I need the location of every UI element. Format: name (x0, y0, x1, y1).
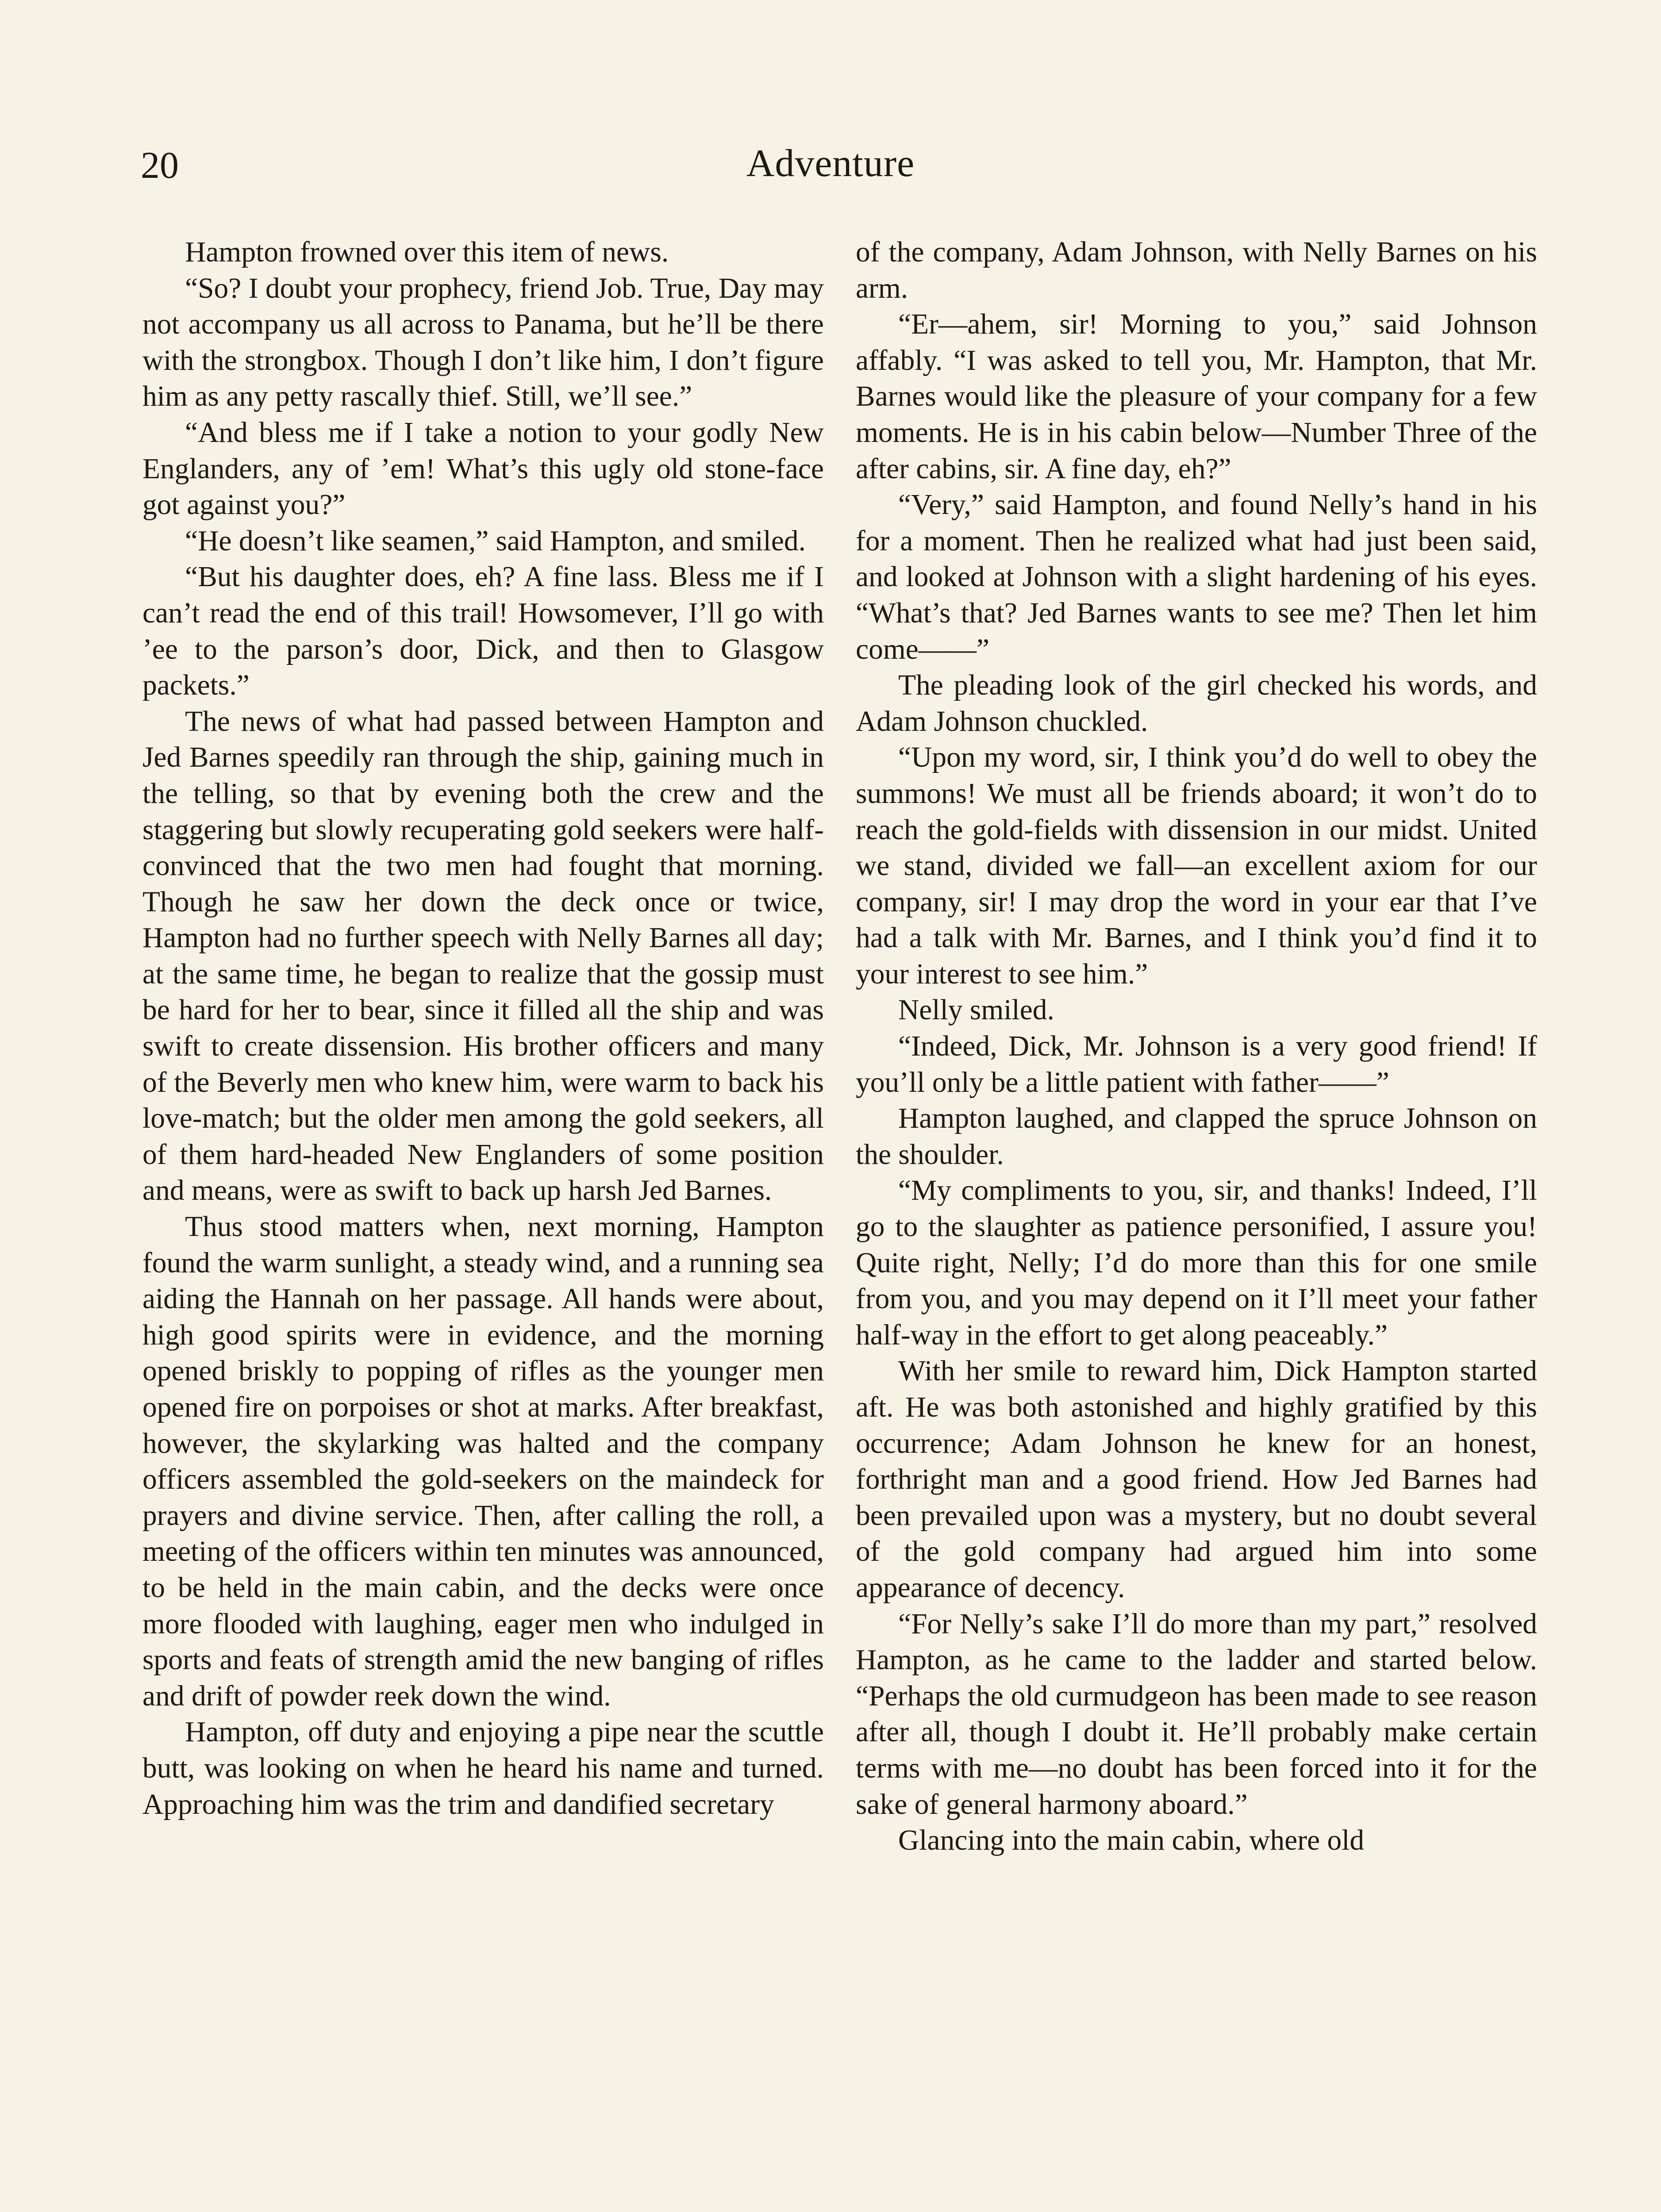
paragraph: “Very,” said Hampton, and found Nelly’s hand in his for a moment. Then he realized what had just been said, and looked at Johnson with a slight hardening of his eyes. “What’s that? Jed Barnes wants to see me? Then let him come——” (856, 489, 1537, 665)
running-head: Adventure (746, 142, 915, 185)
paragraph: The pleading look of the girl checked his words, and Adam Johnson chuckled. (856, 669, 1537, 737)
left-column (142, 234, 824, 1823)
paragraph: “Indeed, Dick, Mr. Johnson is a very good friend! If you’ll only be a little patient with father——” (856, 1030, 1537, 1098)
paragraph: The news of what had passed between Hampton and Jed Barnes speedily ran through the ship, gaining much in the telling, so that by evening both the crew and the staggering but slowly recuperating gold seekers were half-convinced that the two men had fought that morning. Though he saw her down the deck once or twice, Hampton had no further speech with Nelly Barnes all day; at the same time, he began to realize that the gossip must be hard for her to bear, since it filled all the ship and was swift to create dissension. His brother officers and many of the Beverly men who knew him, were warm to back his love-match; but the older men among the gold seekers, all of them hard-headed New Englanders of some position and means, were as swift to back up harsh Jed Barnes. (142, 705, 824, 1207)
paragraph: “Upon my word, sir, I think you’d do well to obey the summons! We must all be friends aboard; it won’t do to reach the gold-fields with dissension in our midst. United we stand, divided we fall—an excellent axiom for our company, sir! I may drop the word in your ear that I’ve had a talk with Mr. Barnes, and I think you’d find it to your interest to see him.” (856, 741, 1537, 990)
paragraph-continued: of the company, Adam Johnson, with Nelly Barnes on his arm. (856, 236, 1537, 304)
paragraph: With her smile to reward him, Dick Hampton started aft. He was both astonished and highly gratified by this occurrence; Adam Johnson he knew for an honest, forthright man and a good friend. How Jed Barnes had been prevailed upon was a mystery, but no doubt several of the gold company had argued him into some appearance of decency. (856, 1355, 1537, 1604)
paragraph: “For Nelly’s sake I’ll do more than my part,” resolved Hampton, as he came to the ladder and started below. “Perhaps the old curmudgeon has been made to see reason after all, though I doubt it. He’ll probably make certain terms with me—no doubt has been forced into it for the sake of general harmony aboard.” (856, 1608, 1537, 1820)
paragraph: Nelly smiled. (898, 994, 1054, 1026)
paragraph: “But his daughter does, eh? A fine lass. Bless me if I can’t read the end of this trail! Howsomever, I’ll go with ’ee to the parson’s door, Dick, and then to Glasgow packets.” (142, 561, 824, 702)
right-column (856, 234, 1537, 1859)
paragraph: Thus stood matters when, next morning, Hampton found the warm sunlight, a steady wind, and a running sea aiding the Hannah on her passage. All hands were about, high good spirits were in evidence, and the morning opened briskly to popping of rifles as the younger men opened fire on porpoises or shot at marks. After breakfast, however, the skylarking was halted and the company officers assembled the gold-seekers on the maindeck for prayers and divine service. Then, after calling the roll, a meeting of the officers within ten minutes was announced, to be held in the main cabin, and the decks were once more flooded with laughing, eager men who indulged in sports and feats of strength amid the new banging of rifles and drift of powder reek down the wind. (142, 1211, 824, 1712)
paragraph: “So? I doubt your prophecy, friend Job. True, Day may not accompany us all across to Panama, but he’ll be there with the strongbox. Though I don’t like him, I don’t figure him as any petty rascally thief. Still, we’ll see.” (142, 272, 824, 413)
paragraph: Hampton laughed, and clapped the spruce Johnson on the shoulder. (856, 1102, 1537, 1171)
paragraph: “He doesn’t like seamen,” said Hampton, and smiled. (185, 525, 806, 557)
paragraph: “My compliments to you, sir, and thanks! Indeed, I’ll go to the slaughter as patience personified, I assure you! Quite right, Nelly; I’d do more than this for one smile from you, and you may depend on it I’ll meet your father half-way in the effort to get along peaceably.” (856, 1175, 1537, 1351)
page-number: 20 (141, 144, 179, 186)
paragraph: Hampton, off duty and enjoying a pipe near the scuttle butt, was looking on when he heard his name and turned. Approaching him was the trim and dandified secretary (142, 1716, 824, 1820)
paragraph: Hampton frowned over this item of news. (185, 236, 669, 268)
paragraph: “And bless me if I take a notion to your godly New Englanders, any of ’em! What’s this ugly old stone-face got against you?” (142, 416, 824, 521)
paragraph: Glancing into the main cabin, where old (898, 1824, 1365, 1857)
paragraph: “Er—ahem, sir! Morning to you,” said Johnson affably. “I was asked to tell you, Mr. Hampton, that Mr. Barnes would like the pleasure of your company for a few moments. He is in his cabin below—Number Three of the after cabins, sir. A fine day, eh?” (856, 308, 1537, 485)
